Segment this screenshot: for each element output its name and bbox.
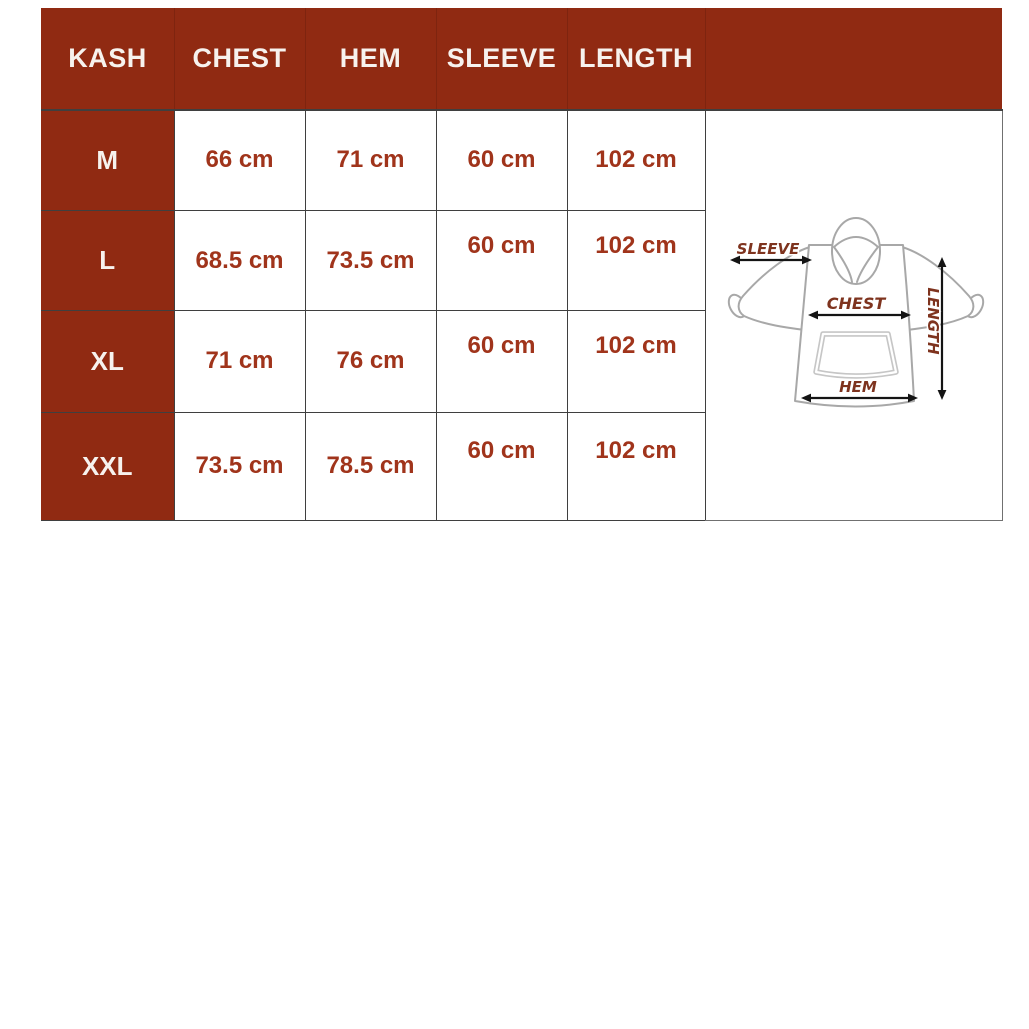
cell-value: 60 cm [467,332,536,360]
sleeve-value-cell [436,110,567,210]
kangaroo-pocket [816,334,896,376]
cell-value: 71 cm [205,347,274,375]
header-row [41,8,1002,110]
cell-value: 102 cm [595,437,677,465]
hem-diagram-label: HEM [838,378,877,396]
hoodie-diagram-cell [705,110,1002,521]
cell-value: 66 cm [205,146,274,174]
length-value-cell [567,110,705,210]
hem-value-cell [305,210,436,310]
sleeve-diagram-label: SLEEVE [736,240,799,258]
cell-value: 60 cm [467,231,536,259]
hoodie-diagram [706,111,1003,520]
cell-value: 71 cm [336,146,405,174]
hoodie-measurement-illustration [706,111,1003,520]
cell-value: 102 cm [595,332,677,360]
length-diagram-label: LENGTH [923,287,942,355]
table-row-m [41,110,1002,210]
col-header-length: LENGTH [567,8,705,110]
chest-value-cell [174,412,305,520]
cell-value: 60 cm [467,437,536,465]
chest-diagram-label: CHEST [826,294,885,313]
chest-value-cell [174,311,305,412]
size-chart-table [41,8,1003,521]
length-value-cell [567,311,705,412]
col-header-sleeve: SLEEVE [436,8,567,110]
sleeve-value-cell [436,210,567,310]
hem-value-cell [305,110,436,210]
col-header-hem: HEM [305,8,436,110]
hem-value-cell [305,412,436,520]
cell-value: 78.5 cm [326,452,415,480]
size-cell: XXL [41,412,174,520]
size-cell: L [41,210,174,310]
col-header-kash: KASH [41,8,174,110]
cell-value: 73.5 cm [326,246,415,274]
cell-value: 102 cm [595,146,677,174]
cell-value: 73.5 cm [195,452,284,480]
length-value-cell [567,210,705,310]
cell-value: 102 cm [595,231,677,259]
col-header-chest: CHEST [174,8,305,110]
cell-value: 68.5 cm [195,246,284,274]
sleeve-value-cell [436,311,567,412]
hood [832,218,880,284]
chest-value-cell [174,210,305,310]
sleeve-value-cell [436,412,567,520]
col-header-diagram-spacer [705,8,1002,110]
size-cell: XL [41,311,174,412]
cell-value: 76 cm [336,347,405,375]
size-cell: M [41,110,174,210]
chest-value-cell [174,110,305,210]
hem-value-cell [305,311,436,412]
cell-value: 60 cm [467,146,536,174]
length-value-cell [567,412,705,520]
